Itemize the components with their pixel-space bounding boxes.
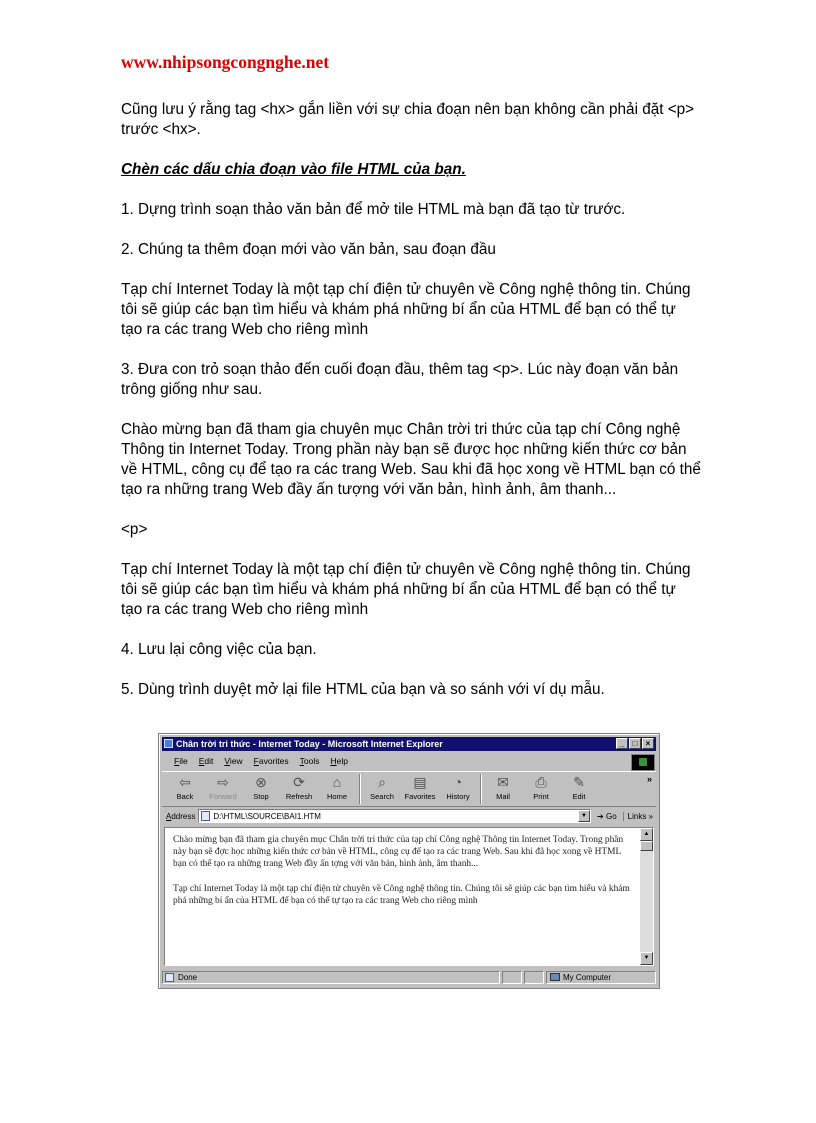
refresh-icon: ⟳ xyxy=(293,774,305,790)
status-main xyxy=(162,971,500,984)
status-bar xyxy=(162,969,656,985)
toolbar-separator xyxy=(359,774,360,804)
paragraph-internet-today: Tạp chí Internet Today là một tạp chí điện tử chuyên về Công nghệ thông tin. Chúng tôi sẽ giúp các bạn tìm hiểu và khám phá những bí ẩn của HTML để bạn có thể tự tạo ra các trang Web cho riêng mình xyxy=(121,281,691,338)
p-tag-line: <p> xyxy=(121,521,148,538)
step-2: 2. Chúng ta thêm đoạn mới vào văn bản, sau đoạn đầu xyxy=(121,241,496,258)
content-paragraph-1: Chào mừng bạn đã tham gia chuyên mục Chân trời tri thức của tạp chí Công nghệ Thông tin Internet Today. Trong phần này bạn sẽ đợc học những kiến thức cơ bản về HTML, công cụ để tạo ra các trang Web. Sau khi đã học xong về HTML bạn có thể tạo ra những trang Web đầy ấn tợng với văn bản, hình ảnh, âm thanh... xyxy=(173,835,624,870)
history-icon: ◔ xyxy=(453,774,463,790)
menu-favorites[interactable]: Favorites xyxy=(253,756,289,766)
mail-icon: ✉ xyxy=(497,774,509,790)
maximize-icon[interactable]: □ xyxy=(629,738,641,749)
refresh-button[interactable]: ⟳ Refresh xyxy=(285,774,313,801)
minimize-icon[interactable]: _ xyxy=(616,738,628,749)
favorites-icon: ▤ xyxy=(413,774,427,790)
menu-help[interactable]: Help xyxy=(330,756,348,766)
browser-viewport xyxy=(164,827,654,966)
content-paragraph-2: Tạp chí Internet Today là một tạp chí điện tử chuyên về Công nghệ thông tin. Chúng tôi sẽ giúp các bạn tìm hiểu và khám phá những bí ẩn của HTML để bạn có thể tự tạo ra các trang Web cho riêng mình xyxy=(173,883,630,906)
browser-screenshot xyxy=(158,733,660,989)
chevron-down-icon[interactable]: ▼ xyxy=(578,810,590,822)
page-done-icon xyxy=(165,973,174,982)
ie-page-icon xyxy=(164,739,173,748)
go-label: Go xyxy=(605,811,617,821)
paragraph-internet-today-2: Tạp chí Internet Today là một tạp chí điện tử chuyên về Công nghệ thông tin. Chúng tôi sẽ giúp các bạn tìm hiểu và khám phá những bí ẩn của HTML để bạn có thể tự tạo ra các trang Web cho riêng mình xyxy=(121,561,691,618)
stop-button[interactable]: ⊗ Stop xyxy=(253,774,269,801)
search-icon: ⌕ xyxy=(378,774,386,790)
browser-menu-bar xyxy=(162,753,656,769)
print-icon: ⎙ xyxy=(535,774,547,790)
search-button[interactable]: ⌕ Search xyxy=(370,774,394,801)
status-text: Done xyxy=(178,972,198,982)
paragraph-hx-note: Cũng lưu ý rằng tag <hx> gắn liền với sự chia đoạn nên bạn không cần phải đặt <p> trước <hx>. xyxy=(121,101,695,138)
address-value: D:\HTML\SOURCE\BAI1.HTM xyxy=(213,811,321,821)
toolbar-separator xyxy=(480,774,481,804)
menu-tools[interactable]: Tools xyxy=(299,756,320,766)
address-input[interactable] xyxy=(198,809,591,823)
forward-button[interactable]: ⇨ Forward xyxy=(209,774,237,801)
windows-logo-icon xyxy=(631,754,655,771)
browser-title-bar xyxy=(162,737,656,751)
home-icon: ⌂ xyxy=(332,774,342,790)
step-5: 5. Dùng trình duyệt mở lại file HTML của bạn và so sánh với ví dụ mẫu. xyxy=(121,681,605,698)
browser-toolbar xyxy=(162,771,656,807)
browser-title: Chân trời tri thức - Internet Today - Microsoft Internet Explorer xyxy=(176,739,443,749)
mail-button[interactable]: ✉ Mail xyxy=(496,774,510,801)
favorites-button[interactable]: ▤ Favorites xyxy=(404,774,436,801)
address-label: Address xyxy=(166,811,196,821)
edit-button[interactable]: ✎ Edit xyxy=(572,774,586,801)
page-icon xyxy=(201,811,210,821)
scroll-thumb[interactable] xyxy=(640,841,653,851)
status-cell xyxy=(502,971,522,984)
page-content xyxy=(173,834,633,919)
document-page xyxy=(121,52,701,720)
zone-text: My Computer xyxy=(563,972,612,982)
menu-edit[interactable]: Edit xyxy=(198,756,214,766)
home-button[interactable]: ⌂ Home xyxy=(326,774,347,801)
paragraph-welcome: Chào mừng bạn đã tham gia chuyên mục Chân trời tri thức của tạp chí Công nghệ Thông tin Internet Today. Trong phần này bạn sẽ được học những kiến thức cơ bản về HTML, công cụ để tạo ra các trang Web. Sau khi đã học xong về HTML bạn có thể tạo ra những trang Web đầy ấn tượng với văn bản, hình ảnh, âm thanh... xyxy=(121,421,701,498)
site-url-header[interactable]: www.nhipsongcongnghe.net xyxy=(121,52,330,72)
edit-icon: ✎ xyxy=(573,774,585,790)
scroll-down-icon[interactable]: ▼ xyxy=(640,952,653,965)
menu-file[interactable]: File xyxy=(174,756,188,766)
step-4: 4. Lưu lại công việc của bạn. xyxy=(121,641,317,658)
status-zone xyxy=(546,971,656,984)
step-1: 1. Dựng trình soạn thảo văn bản để mở tile HTML mà bạn đã tạo từ trước. xyxy=(121,201,626,218)
close-icon[interactable]: × xyxy=(642,738,654,749)
links-button[interactable]: Links » xyxy=(623,812,653,821)
go-button[interactable]: ➔ Go xyxy=(597,811,617,821)
menu-view[interactable]: View xyxy=(224,756,243,766)
back-arrow-icon: ⇦ xyxy=(179,774,191,790)
status-cell xyxy=(524,971,544,984)
section-heading: Chèn các dấu chia đoạn vào file HTML của bạn. xyxy=(121,161,466,178)
back-button[interactable]: ⇦ Back xyxy=(176,774,194,801)
scroll-up-icon[interactable]: ▲ xyxy=(640,828,653,841)
chevron-more-icon[interactable]: » xyxy=(646,774,652,784)
print-button[interactable]: ⎙ Print xyxy=(533,774,549,801)
address-bar xyxy=(162,807,656,825)
history-button[interactable]: ◔ History xyxy=(446,774,470,801)
stop-icon: ⊗ xyxy=(255,774,267,790)
computer-icon xyxy=(550,973,560,981)
step-3: 3. Đưa con trỏ soạn thảo đến cuối đoạn đầu, thêm tag <p>. Lúc này đoạn văn bản trông giống như sau. xyxy=(121,361,679,398)
links-label: Links xyxy=(627,811,647,821)
vertical-scrollbar[interactable] xyxy=(640,828,653,965)
forward-arrow-icon: ⇨ xyxy=(217,774,229,790)
window-controls xyxy=(616,738,654,749)
